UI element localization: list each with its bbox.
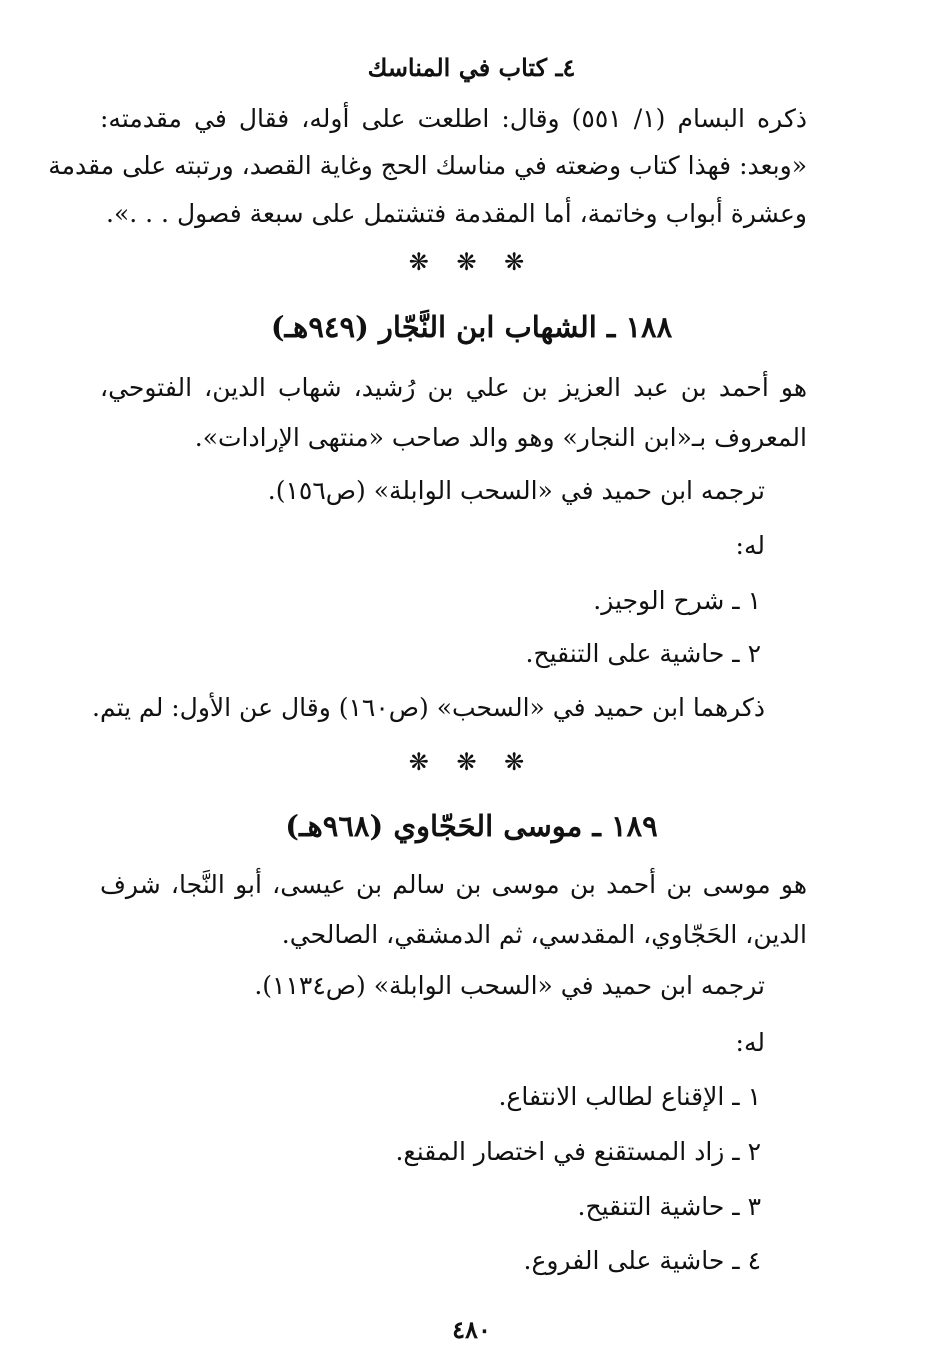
entry-188-works-label: له: — [735, 531, 765, 560]
page-number: ٤٨٠ — [452, 1315, 491, 1344]
section-body-line-3: وعشرة أبواب وخاتمة، أما المقدمة فتشتمل على سبعة فصول . . .». — [106, 199, 807, 228]
entry-188-bio-line-2: المعروف بـ«ابن النجار» وهو والد صاحب «منتهى الإرادات». — [194, 423, 807, 452]
entry-189-work-4: ٤ ـ حاشية على الفروع. — [523, 1246, 761, 1275]
entry-189-work-3: ٣ ـ حاشية التنقيح. — [577, 1192, 761, 1221]
entry-189-heading: ١٨٩ ـ موسى الحَجّاوي (٩٦٨هـ) — [285, 809, 658, 843]
separator-stars-2: ❋ ❋ ❋ — [408, 748, 535, 776]
entry-188-heading: ١٨٨ ـ الشهاب ابن النَّجّار (٩٤٩هـ) — [270, 310, 673, 344]
entry-189-works-label: له: — [735, 1028, 765, 1057]
entry-189-work-1: ١ ـ الإقناع لطالب الانتفاع. — [498, 1082, 761, 1111]
separator-stars-1: ❋ ❋ ❋ — [408, 248, 535, 276]
entry-189-bio-line-2: الدين، الحَجّاوي، المقدسي، ثم الدمشقي، الصالحي. — [281, 920, 807, 949]
section-body-line-1: ذكره البسام (١/ ٥٥١) وقال: اطلعت على أوله، فقال في مقدمته: — [100, 104, 807, 133]
entry-189-work-2: ٢ ـ زاد المستقنع في اختصار المقنع. — [395, 1137, 761, 1166]
entry-188-translation: ترجمه ابن حميد في «السحب الوابلة» (ص١٥٦). — [267, 476, 765, 505]
entry-188-note: ذكرهما ابن حميد في «السحب» (ص١٦٠) وقال عن الأول: لم يتم. — [92, 693, 765, 722]
entry-188-work-2: ٢ ـ حاشية على التنقيح. — [525, 639, 761, 668]
entry-189-translation: ترجمه ابن حميد في «السحب الوابلة» (ص١١٣٤). — [254, 971, 765, 1000]
entry-189-bio-line-1: هو موسى بن أحمد بن موسى بن سالم بن عيسى، أبو النَّجا، شرف — [100, 870, 807, 899]
section-body-line-2: «وبعد: فهذا كتاب وضعته في مناسك الحج وغاية القصد، ورتبته على مقدمة — [48, 151, 807, 180]
entry-188-bio-line-1: هو أحمد بن عبد العزيز بن علي بن رُشيد، شهاب الدين، الفتوحي، — [100, 373, 807, 402]
entry-188-work-1: ١ ـ شرح الوجيز. — [593, 586, 761, 615]
section-heading: ٤ـ كتاب في المناسك — [367, 53, 576, 82]
